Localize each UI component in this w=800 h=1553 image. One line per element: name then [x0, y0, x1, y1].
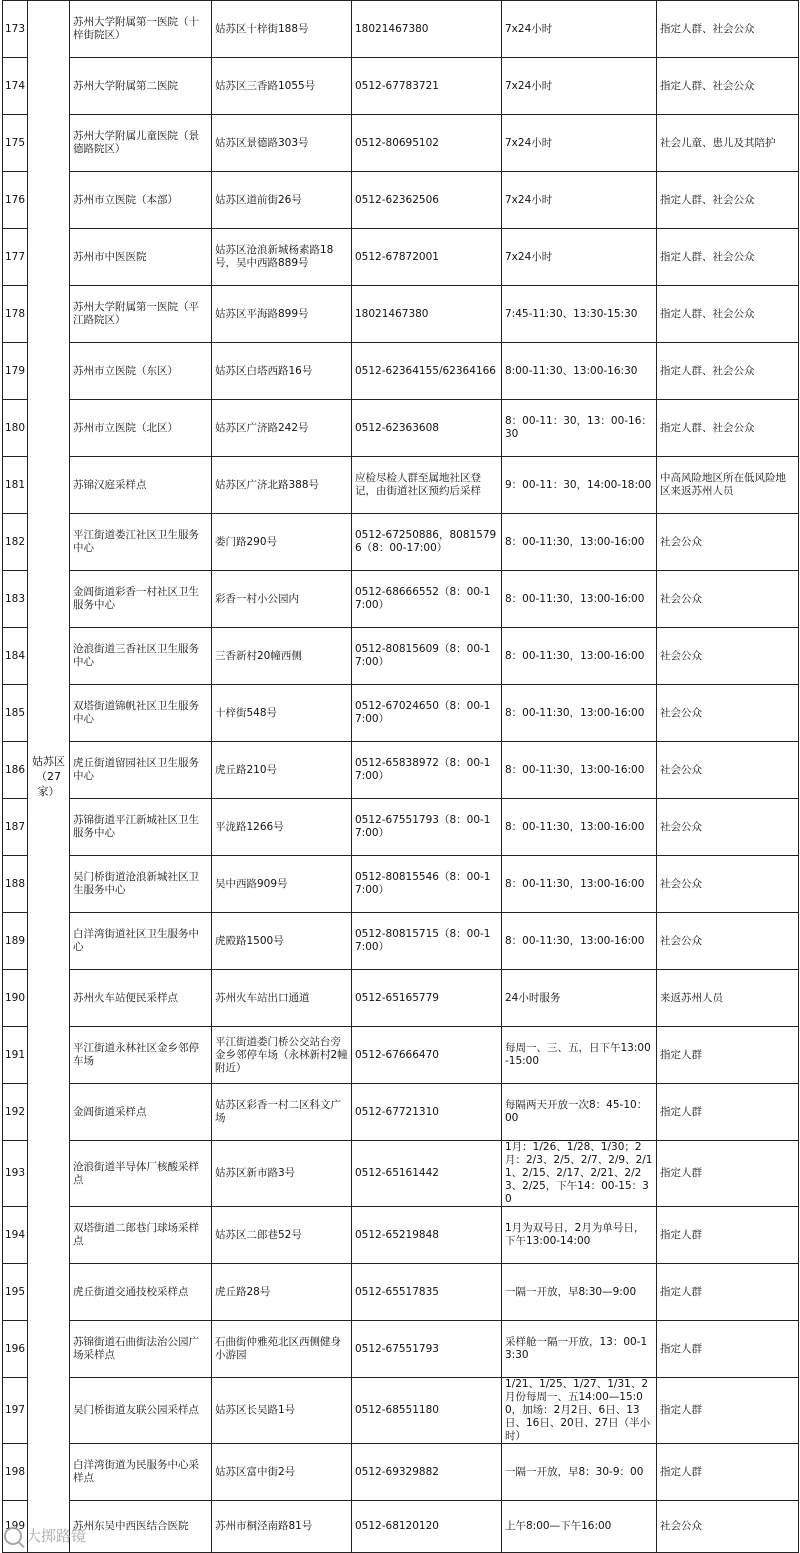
hours-cell: 7:45-11:30、13:30-15:30 [502, 286, 657, 343]
site-name-cell: 白洋湾街道为民服务中心采样点 [70, 1444, 212, 1501]
target-group-cell: 社会公众 [657, 799, 799, 856]
hours-cell: 1月为双号日，2月为单号日，下午13:00-14:00 [502, 1207, 657, 1264]
address-cell: 虎殿路1500号 [212, 913, 352, 970]
address-cell: 姑苏区沧浪新城杨素路18号，吴中西路889号 [212, 229, 352, 286]
site-name-cell: 双塔街道锦帆社区卫生服务中心 [70, 685, 212, 742]
row-number-cell: 184 [3, 628, 28, 685]
hours-cell: 每隔两天开放一次8：45-10：00 [502, 1084, 657, 1141]
address-cell: 三香新村20幢西侧 [212, 628, 352, 685]
hours-cell: 上午8:00—下午16:00 [502, 1501, 657, 1553]
phone-cell: 0512-67666470 [352, 1027, 502, 1084]
site-name-cell: 金阊街道彩香一村社区卫生服务中心 [70, 571, 212, 628]
phone-cell: 0512-68551180 [352, 1378, 502, 1444]
row-number-cell: 199 [3, 1501, 28, 1553]
phone-cell: 0512-68120120 [352, 1501, 502, 1553]
row-number-cell: 181 [3, 457, 28, 514]
target-group-cell: 社会公众 [657, 1501, 799, 1553]
phone-cell: 0512-62364155/62364166 [352, 343, 502, 400]
hours-cell: 1/21、1/25、1/27、1/31、2月份每周一、五14:00—15:00，加场：2月2日、6日、13日、16日、20日、27日（半小时） [502, 1378, 657, 1444]
phone-cell: 0512-80695102 [352, 115, 502, 172]
target-group-cell: 指定人群 [657, 1084, 799, 1141]
site-name-cell: 苏锦汉庭采样点 [70, 457, 212, 514]
table-row [3, 913, 799, 970]
hours-cell: 采样舱一隔一开放，13：00-13:30 [502, 1321, 657, 1378]
address-cell: 姑苏区彩香一村二区科文广场 [212, 1084, 352, 1141]
hours-cell: 7x24小时 [502, 115, 657, 172]
target-group-cell: 指定人群、社会公众 [657, 229, 799, 286]
target-group-cell: 指定人群、社会公众 [657, 343, 799, 400]
target-group-cell: 指定人群、社会公众 [657, 400, 799, 457]
address-cell: 姑苏区景德路303号 [212, 115, 352, 172]
row-number-cell: 189 [3, 913, 28, 970]
site-name-cell: 苏州市立医院（北区） [70, 400, 212, 457]
phone-cell: 0512-67783721 [352, 58, 502, 115]
table-row [3, 400, 799, 457]
site-name-cell: 虎丘街道交通技校采样点 [70, 1264, 212, 1321]
site-name-cell: 苏州大学附属第一医院（十梓街院区） [70, 1, 212, 58]
site-name-cell: 吴门桥街道沧浪新城社区卫生服务中心 [70, 856, 212, 913]
site-name-cell: 苏州市中医医院 [70, 229, 212, 286]
phone-cell: 0512-68666552（8：00-17:00） [352, 571, 502, 628]
hours-cell: 每周一、三、五，日下午13:00-15:00 [502, 1027, 657, 1084]
phone-cell: 0512-62363608 [352, 400, 502, 457]
target-group-cell: 指定人群 [657, 1444, 799, 1501]
phone-cell: 0512-65165779 [352, 970, 502, 1027]
site-name-cell: 苏州大学附属第一医院（平江路院区） [70, 286, 212, 343]
phone-cell: 0512-67551793 [352, 1321, 502, 1378]
row-number-cell: 182 [3, 514, 28, 571]
phone-cell: 0512-67250886，80815796（8：00-17:00） [352, 514, 502, 571]
phone-cell: 0512-69329882 [352, 1444, 502, 1501]
target-group-cell: 社会公众 [657, 913, 799, 970]
hours-cell: 8：00-11:30，13:00-16:00 [502, 571, 657, 628]
table-row [3, 1084, 799, 1141]
site-name-cell: 沧浪街道半导体厂核酸采样点 [70, 1141, 212, 1207]
target-group-cell: 中高风险地区所在低风险地区来返苏州人员 [657, 457, 799, 514]
phone-cell: 0512-80815546（8：00-17:00） [352, 856, 502, 913]
site-name-cell: 平江街道娄江社区卫生服务中心 [70, 514, 212, 571]
phone-cell: 0512-67872001 [352, 229, 502, 286]
address-cell: 十梓街548号 [212, 685, 352, 742]
site-name-cell: 金阊街道采样点 [70, 1084, 212, 1141]
address-cell: 彩香一村小公园内 [212, 571, 352, 628]
hours-cell: 8：00-11:30，13:00-16:00 [502, 856, 657, 913]
phone-cell: 0512-65219848 [352, 1207, 502, 1264]
target-group-cell: 指定人群 [657, 1264, 799, 1321]
phone-cell: 0512-62362506 [352, 172, 502, 229]
target-group-cell: 指定人群 [657, 1027, 799, 1084]
address-cell: 姑苏区富中街2号 [212, 1444, 352, 1501]
table-row [3, 1264, 799, 1321]
site-name-cell: 苏州火车站便民采样点 [70, 970, 212, 1027]
phone-cell: 0512-65838972（8：00-17:00） [352, 742, 502, 799]
row-number-cell: 190 [3, 970, 28, 1027]
phone-cell: 18021467380 [352, 1, 502, 58]
target-group-cell: 指定人群、社会公众 [657, 286, 799, 343]
target-group-cell: 社会公众 [657, 514, 799, 571]
hours-cell: 8：00-11:30，13:00-16:00 [502, 742, 657, 799]
target-group-cell: 社会公众 [657, 571, 799, 628]
row-number-cell: 191 [3, 1027, 28, 1084]
table-row [3, 1444, 799, 1501]
hours-cell: 一隔一开放，早8：30-9：00 [502, 1444, 657, 1501]
table-row [3, 514, 799, 571]
table-row [3, 1, 799, 58]
phone-cell: 0512-67024650（8：00-17:00） [352, 685, 502, 742]
hours-cell: 8：00-11:30，13:00-16:00 [502, 799, 657, 856]
table-row [3, 970, 799, 1027]
address-cell: 苏州市桐泾南路81号 [212, 1501, 352, 1553]
address-cell: 苏州火车站出口通道 [212, 970, 352, 1027]
target-group-cell: 指定人群、社会公众 [657, 172, 799, 229]
address-cell: 虎丘路28号 [212, 1264, 352, 1321]
site-name-cell: 吴门桥街道友联公园采样点 [70, 1378, 212, 1444]
site-name-cell: 白洋湾街道社区卫生服务中心 [70, 913, 212, 970]
site-name-cell: 苏州大学附属儿童医院（景德路院区） [70, 115, 212, 172]
table-row [3, 1027, 799, 1084]
target-group-cell: 社会儿童、患儿及其陪护 [657, 115, 799, 172]
hours-cell: 8：00-11：30，13：00-16：30 [502, 400, 657, 457]
hours-cell: 8：00-11:30，13:00-16:00 [502, 685, 657, 742]
testing-sites-table [2, 0, 799, 1553]
table-row [3, 172, 799, 229]
hours-cell: 8:00-11:30、13:00-16:30 [502, 343, 657, 400]
row-number-cell: 173 [3, 1, 28, 58]
site-name-cell: 双塔街道二郎巷门球场采样点 [70, 1207, 212, 1264]
row-number-cell: 185 [3, 685, 28, 742]
district-cell: 姑苏区 （27家） [28, 1, 70, 1553]
row-number-cell: 174 [3, 58, 28, 115]
site-name-cell: 苏州市立医院（东区） [70, 343, 212, 400]
table-row [3, 571, 799, 628]
table-row [3, 685, 799, 742]
row-number-cell: 194 [3, 1207, 28, 1264]
address-cell: 吴中西路909号 [212, 856, 352, 913]
phone-cell: 0512-65517835 [352, 1264, 502, 1321]
hours-cell: 7x24小时 [502, 172, 657, 229]
row-number-cell: 195 [3, 1264, 28, 1321]
hours-cell: 一隔一开放，早8:30—9:00 [502, 1264, 657, 1321]
row-number-cell: 183 [3, 571, 28, 628]
hours-cell: 9：00-11：30，14:00-18:00 [502, 457, 657, 514]
address-cell: 姑苏区广济北路388号 [212, 457, 352, 514]
table-row [3, 1141, 799, 1207]
table-row [3, 1501, 799, 1553]
table-row [3, 286, 799, 343]
table-row [3, 343, 799, 400]
site-name-cell: 苏州东吴中西医结合医院 [70, 1501, 212, 1553]
site-name-cell: 平江街道永林社区金乡邻停车场 [70, 1027, 212, 1084]
table-row [3, 1378, 799, 1444]
target-group-cell: 社会公众 [657, 685, 799, 742]
address-cell: 平江街道娄门桥公交站台旁金乡邻停车场（永林新村2幢附近） [212, 1027, 352, 1084]
target-group-cell: 指定人群 [657, 1378, 799, 1444]
hours-cell: 7x24小时 [502, 58, 657, 115]
target-group-cell: 社会公众 [657, 742, 799, 799]
hours-cell: 8：00-11:30，13:00-16:00 [502, 913, 657, 970]
row-number-cell: 186 [3, 742, 28, 799]
address-cell: 平泷路1266号 [212, 799, 352, 856]
phone-cell: 0512-80815715（8：00-17:00） [352, 913, 502, 970]
target-group-cell: 指定人群、社会公众 [657, 1, 799, 58]
address-cell: 姑苏区广济路242号 [212, 400, 352, 457]
address-cell: 姑苏区平海路899号 [212, 286, 352, 343]
watermark-text: 大掷路镜 [26, 1527, 87, 1545]
address-cell: 姑苏区十梓街188号 [212, 1, 352, 58]
target-group-cell: 社会公众 [657, 856, 799, 913]
row-number-cell: 197 [3, 1378, 28, 1444]
watermark-logo-icon [4, 1527, 22, 1545]
hours-cell: 24小时服务 [502, 970, 657, 1027]
site-name-cell: 苏锦街道平江新城社区卫生服务中心 [70, 799, 212, 856]
watermark [4, 1525, 86, 1546]
table-row [3, 1207, 799, 1264]
table-row [3, 799, 799, 856]
row-number-cell: 192 [3, 1084, 28, 1141]
site-name-cell: 沧浪街道三香社区卫生服务中心 [70, 628, 212, 685]
row-number-cell: 175 [3, 115, 28, 172]
hours-cell: 7x24小时 [502, 229, 657, 286]
phone-cell: 应检尽检人群至属地社区登记，由街道社区预约后采样 [352, 457, 502, 514]
address-cell: 姑苏区白塔西路16号 [212, 343, 352, 400]
phone-cell: 0512-67551793（8：00-17:00） [352, 799, 502, 856]
table-row [3, 115, 799, 172]
row-number-cell: 177 [3, 229, 28, 286]
hours-cell: 8：00-11:30，13:00-16:00 [502, 514, 657, 571]
table-row [3, 1321, 799, 1378]
site-name-cell: 苏州市立医院（本部） [70, 172, 212, 229]
row-number-cell: 176 [3, 172, 28, 229]
address-cell: 虎丘路210号 [212, 742, 352, 799]
phone-cell: 0512-65161442 [352, 1141, 502, 1207]
hours-cell: 1月：1/26、1/28、1/30；2月：2/3、2/5、2/7、2/9、2/11、2/15、2/17、2/21、2/23、2/25，下午14：00-15：30 [502, 1141, 657, 1207]
address-cell: 姑苏区长吴路1号 [212, 1378, 352, 1444]
phone-cell: 0512-80815609（8：00-17:00） [352, 628, 502, 685]
site-name-cell: 苏州大学附属第二医院 [70, 58, 212, 115]
phone-cell: 0512-67721310 [352, 1084, 502, 1141]
site-name-cell: 苏锦街道石曲街法治公园广场采样点 [70, 1321, 212, 1378]
address-cell: 石曲街仲雅苑北区西侧健身小游园 [212, 1321, 352, 1378]
row-number-cell: 180 [3, 400, 28, 457]
address-cell: 姑苏区二郎巷52号 [212, 1207, 352, 1264]
hours-cell: 7x24小时 [502, 1, 657, 58]
phone-cell: 18021467380 [352, 286, 502, 343]
address-cell: 姑苏区道前街26号 [212, 172, 352, 229]
table-row [3, 229, 799, 286]
target-group-cell: 来返苏州人员 [657, 970, 799, 1027]
row-number-cell: 193 [3, 1141, 28, 1207]
hours-cell: 8：00-11:30，13:00-16:00 [502, 628, 657, 685]
table-row [3, 856, 799, 913]
target-group-cell: 指定人群 [657, 1321, 799, 1378]
row-number-cell: 198 [3, 1444, 28, 1501]
table-row [3, 58, 799, 115]
address-cell: 姑苏区三香路1055号 [212, 58, 352, 115]
table-row [3, 628, 799, 685]
target-group-cell: 指定人群、社会公众 [657, 58, 799, 115]
target-group-cell: 指定人群 [657, 1207, 799, 1264]
row-number-cell: 179 [3, 343, 28, 400]
row-number-cell: 187 [3, 799, 28, 856]
target-group-cell: 指定人群 [657, 1141, 799, 1207]
row-number-cell: 188 [3, 856, 28, 913]
row-number-cell: 196 [3, 1321, 28, 1378]
address-cell: 姑苏区新市路3号 [212, 1141, 352, 1207]
row-number-cell: 178 [3, 286, 28, 343]
table-row [3, 742, 799, 799]
site-name-cell: 虎丘街道留园社区卫生服务中心 [70, 742, 212, 799]
table-row [3, 457, 799, 514]
target-group-cell: 社会公众 [657, 628, 799, 685]
address-cell: 娄门路290号 [212, 514, 352, 571]
